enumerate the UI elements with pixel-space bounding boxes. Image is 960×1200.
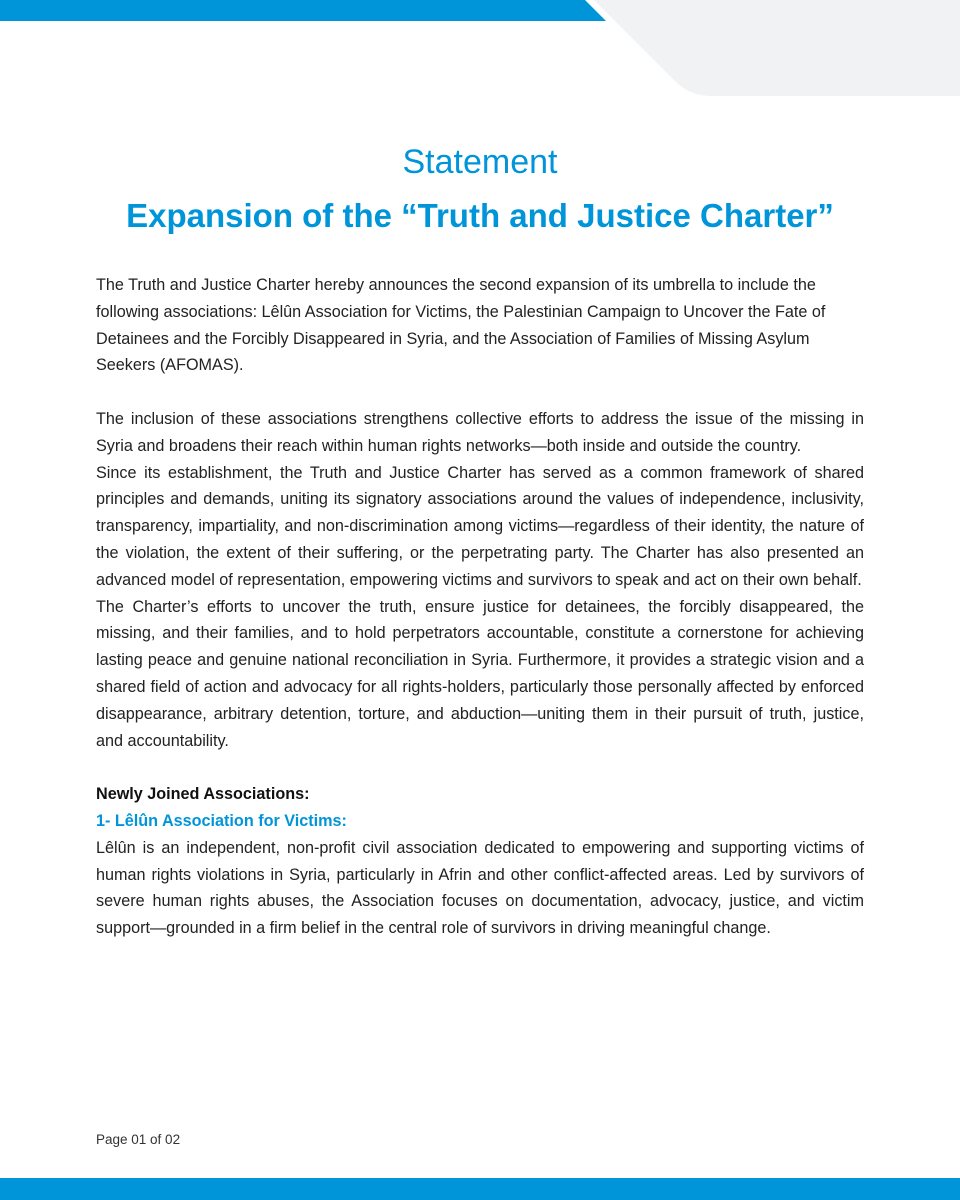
association-1-heading: 1- Lêlûn Association for Victims:	[96, 811, 347, 830]
paragraph-spacer	[96, 754, 864, 781]
header-decoration	[0, 0, 960, 96]
page-title: Expansion of the “Truth and Justice Charter”	[126, 197, 834, 234]
page-number: Page 01 of 02	[96, 1132, 181, 1147]
paragraph-inclusion: The inclusion of these associations strengthens collective efforts to address the issue of the missing in Syria and broadens their reach within human rights networks—both inside and outside the country.	[96, 409, 864, 455]
newly-joined-heading: Newly Joined Associations:	[96, 785, 310, 804]
statement-heading	[0, 140, 960, 238]
statement-body	[96, 272, 864, 942]
paragraph-spacer	[96, 379, 864, 406]
association-1-description: Lêlûn is an independent, non-profit civil association dedicated to empowering and supporting victims of human rights violations in Syria, particularly in Afrin and other conflict-affected areas. Led by survivors of severe human rights abuses, the Association focuses on documentation, advocacy, justice, and victim support—grounded in a firm belief in the central role of survivors in driving meaningful change.	[96, 838, 864, 938]
footer-bar	[0, 1178, 960, 1200]
paragraph-charter-efforts: The Charter’s efforts to uncover the truth, ensure justice for detainees, the forcibly disappeared, the missing, and their families, and to hold perpetrators accountable, constitute a cornerstone for achieving lasting peace and genuine national reconciliation in Syria. Furthermore, it provides a strategic vision and a shared field of action and advocacy for all rights-holders, particularly those personally affected by enforced disappearance, arbitrary detention, torture, and abduction—uniting them in their pursuit of truth, justice, and accountability.	[96, 597, 864, 750]
paragraph-intro: The Truth and Justice Charter hereby announces the second expansion of its umbrella to include the following associations: Lêlûn Association for Victims, the Palestinian Campaign to Uncover the Fate of Detainees and the Forcibly Disappeared in Syria, and the Association of Families of Missing Asylum Seekers (AFOMAS).	[96, 276, 826, 375]
statement-label: Statement	[402, 143, 558, 181]
paragraph-establishment: Since its establishment, the Truth and Justice Charter has served as a common framework of shared principles and demands, uniting its signatory associations around the values of independence, inclusivity, transparency, impartiality, and non-discrimination among victims—regardless of their identity, the nature of the violation, the extent of their suffering, or the perpetrating party. The Charter has also presented an advanced model of representation, empowering victims and survivors to speak and act on their own behalf.	[96, 463, 864, 589]
